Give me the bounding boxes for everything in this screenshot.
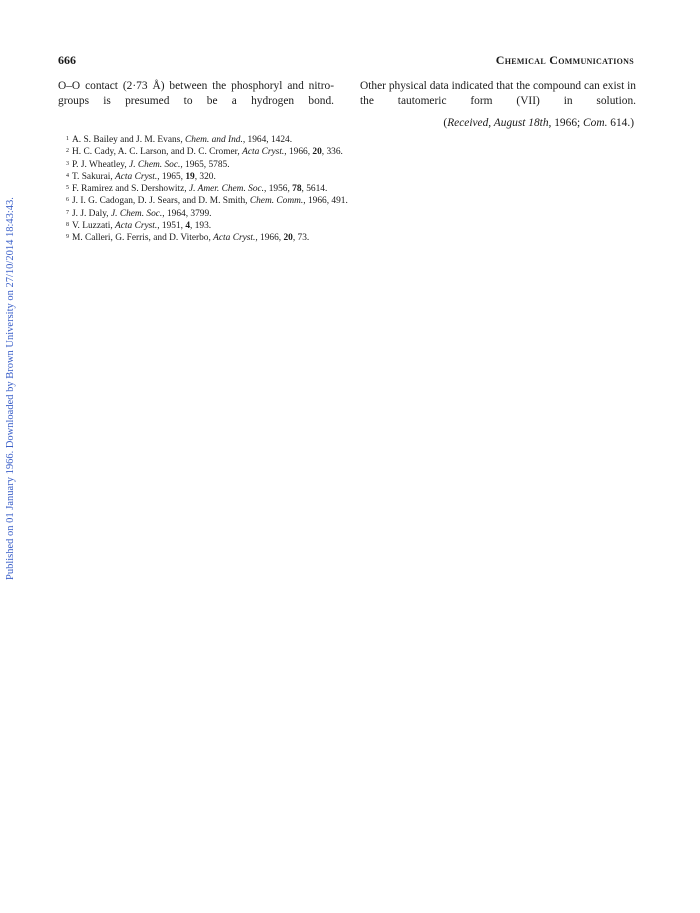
reference-number: 3 xyxy=(66,160,69,167)
reference-item xyxy=(66,183,626,195)
reference-authors: P. J. Wheatley, xyxy=(72,159,130,170)
reference-authors: A. S. Bailey and J. M. Evans, xyxy=(72,135,186,145)
reference-journal: Acta Cryst. xyxy=(242,147,285,158)
reference-number: 4 xyxy=(66,172,69,179)
reference-pages: 5785. xyxy=(208,159,230,170)
reference-year: , 1966, xyxy=(284,147,313,158)
reference-journal: Chem. and Ind. xyxy=(185,135,243,145)
reference-year: , 1965, xyxy=(180,159,209,170)
reference-item xyxy=(66,208,626,220)
reference-pages: , 73. xyxy=(292,233,310,244)
reference-pages: , 193. xyxy=(190,221,212,232)
reference-volume: 20 xyxy=(312,147,322,158)
reference-year: , 1966, xyxy=(303,196,332,207)
reference-number: 8 xyxy=(66,222,69,229)
reference-authors: J. J. Daly, xyxy=(72,208,111,219)
reference-year: , 1966, xyxy=(255,233,284,244)
com-label: Com. xyxy=(583,117,608,129)
reference-number: 5 xyxy=(66,185,69,192)
received-note xyxy=(443,117,634,129)
received-label: Received, August 18th, xyxy=(447,117,552,129)
reference-item xyxy=(66,134,626,146)
references-list xyxy=(66,134,626,245)
reference-year: , 1965, xyxy=(157,171,186,182)
com-number: 614.) xyxy=(607,117,634,129)
reference-pages: , 5614. xyxy=(301,184,328,195)
reference-number: 1 xyxy=(66,136,69,142)
reference-volume: 19 xyxy=(185,171,195,182)
reference-authors: T. Sakurai, xyxy=(72,171,116,182)
reference-journal: Acta Cryst. xyxy=(115,171,158,182)
reference-pages: 1424. xyxy=(270,135,293,145)
reference-year: , 1956, xyxy=(264,184,293,195)
reference-authors: H. C. Cady, A. C. Larson, and D. C. Cromer, xyxy=(72,147,243,158)
reference-item xyxy=(66,159,626,171)
page-number: 666 xyxy=(58,53,76,67)
reference-item xyxy=(66,220,626,232)
reference-pages: , 320. xyxy=(194,171,216,182)
reference-journal: J. Chem. Soc. xyxy=(110,208,163,219)
reference-authors: M. Calleri, G. Ferris, and D. Viterbo, xyxy=(72,233,214,244)
reference-number: 6 xyxy=(66,197,69,204)
reference-pages: , 336. xyxy=(321,147,343,158)
reference-authors: J. I. G. Cadogan, D. J. Sears, and D. M. Smith, xyxy=(72,196,250,207)
reference-item xyxy=(66,195,626,207)
reference-number: 9 xyxy=(66,234,69,241)
reference-number: 7 xyxy=(66,209,69,216)
reference-volume: 78 xyxy=(292,184,302,195)
reference-volume: 4 xyxy=(185,221,191,232)
reference-year: , 1964, xyxy=(242,135,271,145)
download-watermark xyxy=(4,160,18,580)
reference-item xyxy=(66,232,626,244)
reference-journal: J. Chem. Soc. xyxy=(129,159,181,170)
reference-number: 2 xyxy=(66,148,69,155)
reference-journal: Acta Cryst. xyxy=(213,233,256,244)
page-header xyxy=(58,53,634,69)
reference-journal: Acta Cryst. xyxy=(115,221,158,232)
reference-journal: J. Amer. Chem. Soc. xyxy=(188,184,265,195)
reference-item xyxy=(66,171,626,183)
reference-pages: 491. xyxy=(331,196,348,207)
reference-journal: Chem. Comm. xyxy=(249,196,304,207)
reference-authors: V. Luzzati, xyxy=(72,221,116,232)
journal-title: Chemical Communications xyxy=(495,53,634,67)
download-watermark-text: Published on 01 January 1966. Downloaded by Brown University on 27/10/2014 18:43:43. xyxy=(5,197,16,580)
reference-pages: 3799. xyxy=(190,208,212,219)
right-column-text: Other physical data indicated that the compound can exist in the tautomeric form (VII) in solution. xyxy=(360,80,636,107)
reference-year: , 1951, xyxy=(157,221,186,232)
reference-item xyxy=(66,146,626,158)
reference-authors: F. Ramirez and S. Dershowitz, xyxy=(72,184,189,195)
received-open: ( xyxy=(443,117,448,129)
left-column-text: O–O contact (2·73 Å) between the phosphoryl and nitro-groups is presumed to be a hydrogen bond. xyxy=(58,80,334,107)
reference-volume: 20 xyxy=(283,233,293,244)
reference-year: , 1964, xyxy=(162,208,191,219)
received-year: 1966; xyxy=(551,117,584,129)
